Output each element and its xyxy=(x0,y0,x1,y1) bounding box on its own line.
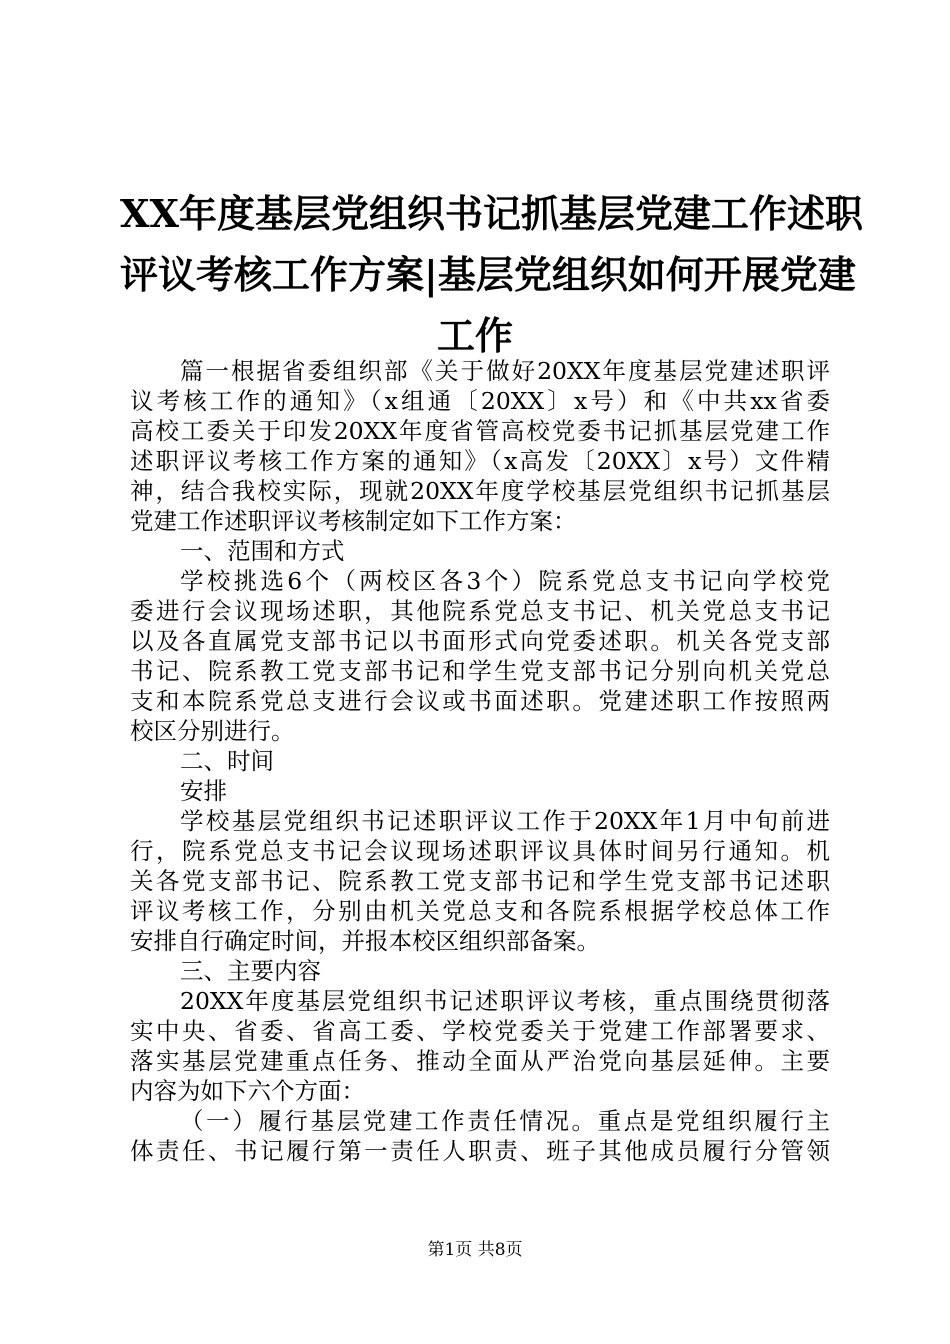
body-line: 20XX年度基层党组织书记述职评议考核，重点围绕贯彻落 xyxy=(180,987,830,1015)
body-line: 以及各直属党支部书记以书面形式向党委述职。机关各党支部 xyxy=(130,627,830,655)
body-line: 支和本院系党总支进行会议或书面述职。党建述职工作按照两 xyxy=(130,687,830,715)
body-line: 内容为如下六个方面： xyxy=(130,1077,365,1105)
body-line: 实中央、省委、省高工委、学校党委关于党建工作部署要求、 xyxy=(130,1017,830,1045)
body-line: 议考核工作的通知》（x组通〔20XX〕x号）和《中共xx省委 xyxy=(130,387,830,415)
body-line: 高校工委关于印发20XX年度省管高校党委书记抓基层党建工作 xyxy=(130,417,830,445)
body-line: 评议考核工作，分别由机关党总支和各院系根据学校总体工作 xyxy=(130,897,830,925)
title-line-1: XX年度基层党组织书记抓基层党建工作述职 xyxy=(120,191,863,236)
body-line: 安排自行确定时间，并报本校区组织部备案。 xyxy=(130,927,600,955)
title-line-2: 评议考核工作方案|基层党组织如何开展党建 xyxy=(120,252,856,297)
title-line-3: 工作 xyxy=(436,313,513,358)
section-heading: 三、主要内容 xyxy=(180,957,321,985)
body-line: 委进行会议现场述职，其他院系党总支书记、机关党总支书记 xyxy=(130,597,830,625)
body-line: 体责任、书记履行第一责任人职责、班子其他成员履行分管领 xyxy=(130,1137,830,1165)
body-line: （一）履行基层党建工作责任情况。重点是党组织履行主 xyxy=(180,1107,830,1135)
body-line: 学校基层党组织书记述职评议工作于20XX年1月中旬前进 xyxy=(180,807,830,835)
body-line: 落实基层党建重点任务、推动全面从严治党向基层延伸。主要 xyxy=(130,1047,830,1075)
section-heading: 一、范围和方式 xyxy=(180,537,345,565)
body-line: 校区分别进行。 xyxy=(130,717,295,745)
document-body xyxy=(130,356,830,1166)
page-footer: 第1页 共8页 xyxy=(427,1240,523,1260)
body-line: 述职评议考核工作方案的通知》（x高发〔20XX〕x号）文件精 xyxy=(130,447,830,475)
body-line: 学校挑选6个（两校区各3个）院系党总支书记向学校党 xyxy=(180,567,830,595)
body-line: 党建工作述职评议考核制定如下工作方案： xyxy=(130,507,577,535)
body-line: 篇一根据省委组织部《关于做好20XX年度基层党建述职评 xyxy=(180,357,830,385)
section-heading: 安排 xyxy=(180,777,227,805)
body-line: 书记、院系教工党支部书记和学生党支部书记分别向机关党总 xyxy=(130,657,830,685)
body-line: 行，院系党总支书记会议现场述职评议具体时间另行通知。机 xyxy=(130,837,830,865)
document-title xyxy=(120,183,863,366)
section-heading: 二、时间 xyxy=(180,747,274,775)
body-line: 关各党支部书记、院系教工党支部书记和学生党支部书记述职 xyxy=(130,867,830,895)
body-line: 神，结合我校实际，现就20XX年度学校基层党组织书记抓基层 xyxy=(130,477,830,505)
